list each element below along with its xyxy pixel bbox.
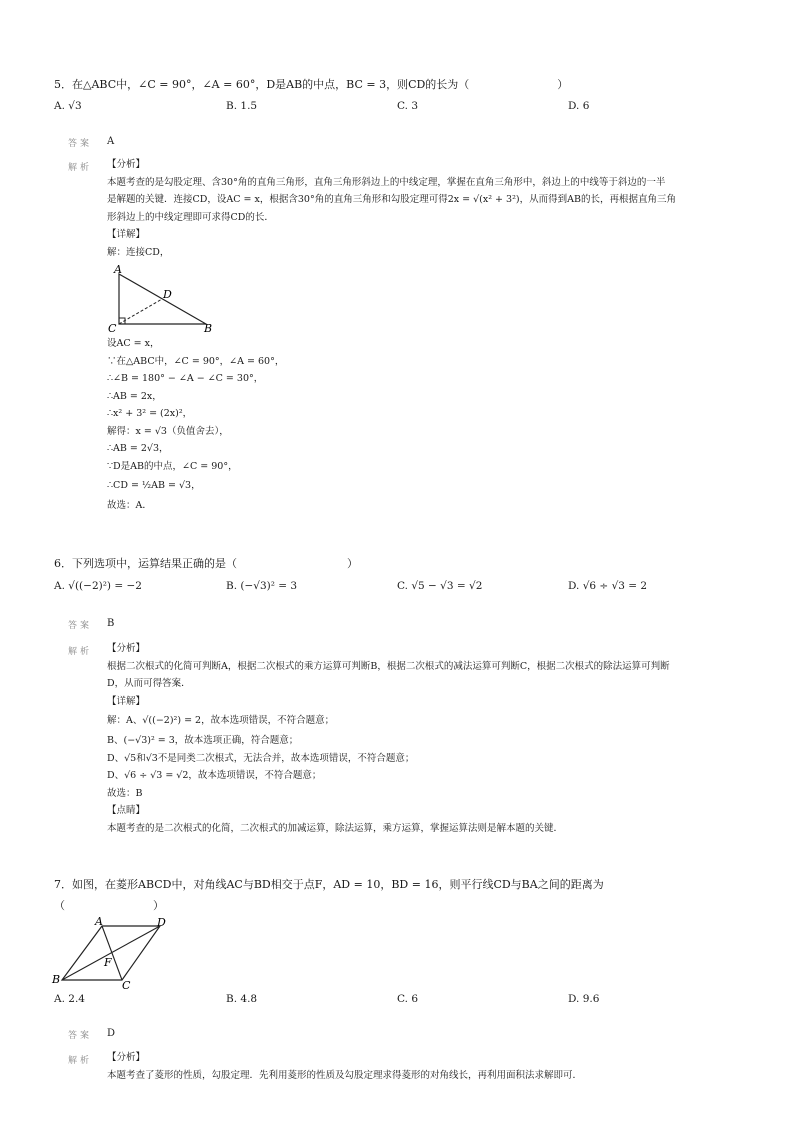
q5-analysis <box>107 156 676 261</box>
label-d: D <box>163 288 172 301</box>
q7-answer-label: 答案 <box>68 1031 93 1041</box>
analysis-line: 形斜边上的中线定理即可求得CD的长． <box>107 211 274 223</box>
analysis-line: D、√5和√3不是同类二次根式，无法合并，故本选项错误，不符合题意； <box>107 752 415 764</box>
q7-option-b: B. 4.8 <box>226 993 258 1005</box>
q6-option-b: B. (−√3)² = 3 <box>226 580 298 592</box>
q5-analysis-label: 解析 <box>68 163 93 173</box>
q6-option-c: C. √5 − √3 = √2 <box>397 580 483 592</box>
analysis-line: 是解题的关键．连接CD，设AC = x，根据含30°角的直角三角形和勾股定理可得2x = √(x² + 3²)，从而得到AB的长，再根据直角三角 <box>107 194 676 205</box>
solution-step: ∴∠B = 180° − ∠A − ∠C = 30°， <box>107 373 264 384</box>
solution-step: ∴CD = ½AB = √3， <box>107 480 201 491</box>
q7-analysis <box>107 1049 582 1084</box>
label-d: D <box>157 916 166 929</box>
analysis-line: 【详解】 <box>107 229 146 240</box>
solution-step: 设AC = x， <box>107 338 160 349</box>
label-b: B <box>204 322 213 335</box>
q5-option-a: A. √3 <box>54 100 82 112</box>
analysis-line: 【分析】 <box>107 159 146 170</box>
solution-step: 故选：A． <box>107 500 152 511</box>
solution-step: ∵在△ABC中，∠C = 90°，∠A = 60°， <box>107 355 285 367</box>
solution-step: 解得：x = √3（负值舍去）， <box>107 425 229 437</box>
analysis-line: 本题考查了菱形的性质，勾股定理．先利用菱形的性质及勾股定理求得菱形的对角线长，再利用面积法求解即可． <box>107 1069 583 1081</box>
q6-option-a: A. √((−2)²) = −2 <box>54 580 142 592</box>
q5-triangle-figure <box>104 262 224 337</box>
q5-answer-label: 答案 <box>68 139 93 149</box>
analysis-line: 解：连接CD， <box>107 246 170 258</box>
q5-stem: 5．在△ABC中，∠C = 90°，∠A = 60°，D是AB的中点，BC = 3，则CD的长为（ ） <box>54 78 569 91</box>
q7-option-a: A. 2.4 <box>54 993 85 1005</box>
q5-solution-steps <box>107 335 284 515</box>
analysis-line: 【详解】 <box>107 695 146 707</box>
q7-option-d: D. 9.6 <box>568 993 600 1005</box>
solution-step: ∵D是AB的中点，∠C = 90°， <box>107 460 238 472</box>
segment-cd-dashed <box>119 299 162 324</box>
q6-stem: 6．下列选项中，运算结果正确的是（ ） <box>54 557 358 570</box>
analysis-line: 本题考查的是二次根式的化简，二次根式的加减运算，除法运算，乘方运算，掌握运算法则是解本题的关键． <box>107 822 564 834</box>
q6-option-d: D. √6 ÷ √3 = 2 <box>568 580 648 592</box>
analysis-line: 【点睛】 <box>107 805 146 816</box>
q7-answer-paren: （ ） <box>54 899 164 912</box>
q5-option-b: B. 1.5 <box>226 100 258 112</box>
label-a: A <box>114 263 122 276</box>
q7-analysis-label: 解析 <box>68 1056 93 1066</box>
analysis-line: D，从而可得答案． <box>107 678 191 689</box>
analysis-line: B、(−√3)² = 3，故本选项正确，符合题意； <box>107 735 299 746</box>
solution-step: ∴AB = 2√3， <box>107 443 169 454</box>
q7-rhombus-figure <box>50 914 175 990</box>
label-b: B <box>52 973 61 986</box>
q5-answer: A <box>107 136 115 147</box>
q5-option-c: C. 3 <box>397 100 419 112</box>
q7-answer: D <box>107 1028 116 1039</box>
q5-option-d: D. 6 <box>568 100 590 112</box>
q6-answer: B <box>107 618 115 629</box>
solution-step: ∴AB = 2x， <box>107 390 162 402</box>
analysis-line: 根据二次根式的化简可判断A，根据二次根式的乘方运算可判断B，根据二次根式的减法运算可判断C，根据二次根式的除法运算可判断 <box>107 660 670 672</box>
q6-analysis <box>107 640 670 837</box>
analysis-line: 故选：B <box>107 787 143 799</box>
analysis-line: 【分析】 <box>107 1052 146 1063</box>
q7-stem: 7．如图，在菱形ABCD中，对角线AC与BD相交于点F，AD = 10，BD = 16，则平行线CD与BA之间的距离为 <box>54 878 604 891</box>
solution-step: ∴x² + 3² = (2x)²， <box>107 408 193 419</box>
label-c: C <box>108 322 117 335</box>
diagonal-bd <box>62 926 160 980</box>
label-c: C <box>122 979 131 990</box>
analysis-line: 解：A、√((−2)²) = 2，故本选项错误，不符合题意； <box>107 715 335 726</box>
label-a: A <box>95 915 103 928</box>
label-f: F <box>104 956 112 969</box>
q7-option-c: C. 6 <box>397 993 419 1005</box>
analysis-line: 本题考查的是勾股定理、含30°角的直角三角形，直角三角形斜边上的中线定理，掌握在直角三角形中，斜边上的中线等于斜边的一半 <box>107 176 666 188</box>
analysis-line: 【分析】 <box>107 643 146 654</box>
q6-analysis-label: 解析 <box>68 647 93 657</box>
analysis-line: D、√6 ÷ √3 = √2，故本选项错误，不符合题意； <box>107 770 322 781</box>
q6-answer-label: 答案 <box>68 621 93 631</box>
